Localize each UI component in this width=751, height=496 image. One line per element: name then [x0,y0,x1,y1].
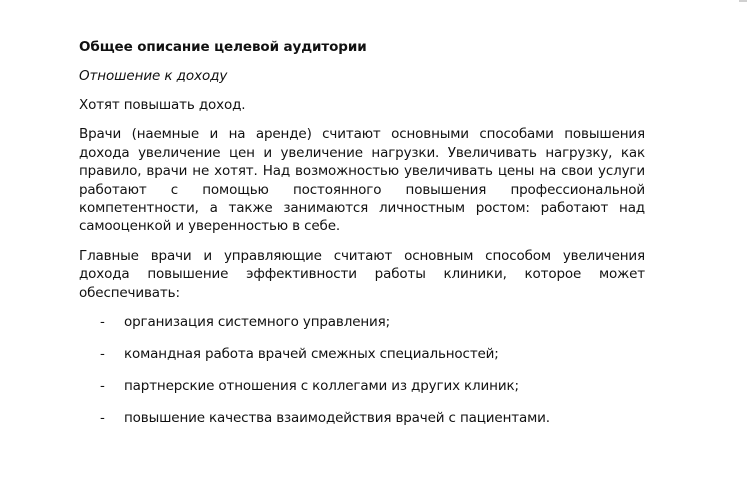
list-item [79,377,645,395]
paragraph-doctors: Врачи (наемные и на аренде) считают основными способами повышения дохода увеличение цен и увеличение нагрузки. Увеличивать нагрузку, как правило, врачи не хотят. Над возможностью увеличивать цены на свои услуги работают с помощью постоянного повышения профессиональной компетентности, а также занимаются личностным ростом: работают над самооценкой и уверенностью в себе. [79,126,645,235]
dash-bullet-icon: - [100,346,105,363]
dash-bullet-icon: - [100,378,105,395]
efficiency-list [79,313,645,427]
document-page [79,38,645,441]
dash-bullet-icon: - [100,410,105,427]
list-item-text: командная работа врачей смежных специальностей; [124,346,499,363]
dash-bullet-icon: - [100,314,105,331]
list-item [79,313,645,331]
list-item-text: повышение качества взаимодействия врачей с пациентами. [124,410,550,427]
list-item [79,409,645,427]
list-item-text: организация системного управления; [124,314,391,331]
section-subheading: Отношение к доходу [79,68,228,84]
paragraph-chief-doctors: Главные врачи и управляющие считают основным способом увеличения дохода повышение эффективности работы клиники, которое может обеспечивать: [79,247,645,301]
section-heading: Общее описание целевой аудитории [79,39,367,55]
corner-artifact [739,0,747,2]
paragraph-income-goal: Хотят повышать доход. [79,97,246,113]
list-item [79,345,645,363]
list-item-text: партнерские отношения с коллегами из других клиник; [124,378,519,395]
